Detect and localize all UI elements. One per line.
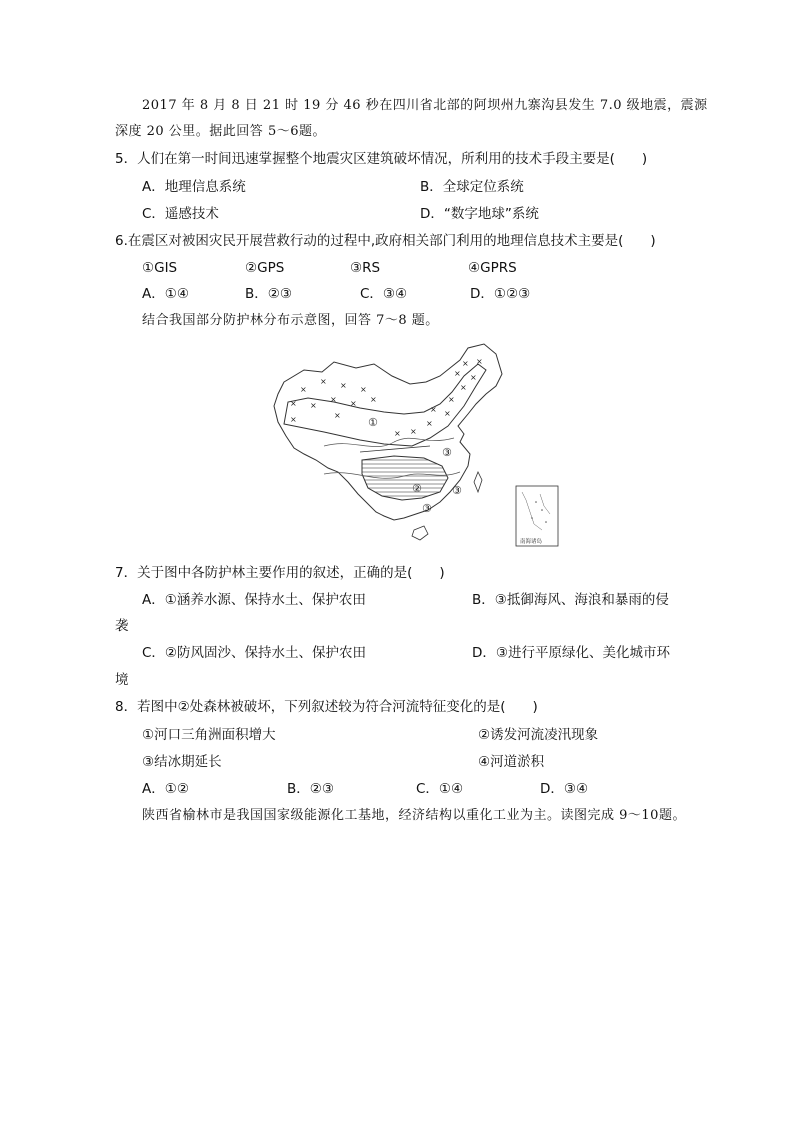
svg-text:×: × [310,401,317,410]
q7-option-b-cont: 袭 [115,618,129,634]
q6-option-b: B．②③ [245,286,292,302]
svg-text:×: × [290,415,297,424]
map-label-3b: ③ [452,484,462,497]
q8-stem: 8．若图中②处森林被破坏，下列叙述较为符合河流特征变化的是( ) [115,699,538,715]
south-china-sea-inset [516,486,558,546]
q7-option-d: D．③进行平原绿化、美化城市环 [472,645,670,661]
svg-text:×: × [470,373,477,382]
taiwan-island [474,472,482,492]
intro-q9-10: 陕西省榆林市是我国国家级能源化工基地，经济结构以重化工业为主。读图完成 9～10题。 [142,808,686,823]
q8-item-2: ②诱发河流凌汛现象 [478,727,599,743]
svg-text:×: × [476,357,483,366]
map-label-2: ② [412,482,422,495]
svg-text:×: × [462,359,469,368]
q7-option-d-cont: 境 [115,672,129,688]
map-label-3a: ③ [442,446,452,459]
svg-text:×: × [350,399,357,408]
svg-text:×: × [334,411,341,420]
q6-item-4: ④GPRS [468,260,517,276]
svg-text:×: × [300,385,307,394]
svg-text:×: × [360,385,367,394]
q6-item-2: ②GPS [245,260,285,276]
hainan-island [412,526,428,540]
q8-item-1: ①河口三角洲面积增大 [142,727,276,743]
svg-text:×: × [430,405,437,414]
q7-option-b: B．③抵御海风、海浪和暴雨的侵 [472,592,669,608]
svg-text:×: × [370,395,377,404]
q6-option-d: D．①②③ [470,286,531,302]
q8-option-a: A．①② [142,781,189,797]
q7-option-a: A．①涵养水源、保持水土、保护农田 [142,592,366,608]
q5-option-c: C．遥感技术 [142,206,219,222]
svg-text:×: × [426,419,433,428]
svg-text:×: × [410,427,417,436]
q6-option-c: C．③④ [360,286,408,302]
q5-option-b: B．全球定位系统 [420,179,524,195]
svg-text:×: × [448,395,455,404]
svg-text:×: × [290,399,297,408]
inset-caption: 南海诸岛 [520,539,543,545]
svg-text:×: × [460,383,467,392]
q6-option-a: A．①④ [142,286,189,302]
q5-option-a: A．地理信息系统 [142,179,246,195]
q8-item-4: ④河道淤积 [478,754,545,770]
q6-stem: 6.在震区对被困灾民开展营救行动的过程中,政府相关部门利用的地理信息技术主要是( ) [115,233,656,249]
svg-text:×: × [320,377,327,386]
intro-line-1: 2017 年 8 月 8 日 21 时 19 分 46 秒在四川省北部的阿坝州九寨沟县发生 7.0 级地震，震源 [142,98,708,113]
q8-option-c: C．①④ [416,781,464,797]
intro-line-2: 深度 20 公里。据此回答 5～6题。 [115,124,326,139]
q7-option-c: C．②防风固沙、保持水土、保护农田 [142,645,367,661]
svg-text:×: × [454,369,461,378]
q7-stem: 7．关于图中各防护林主要作用的叙述，正确的是( ) [115,565,445,581]
svg-text:×: × [330,395,337,404]
q5-option-d: D．“数字地球”系统 [420,206,539,222]
q6-item-1: ①GIS [142,260,178,276]
region-2-hatched [362,456,448,500]
intro-map: 结合我国部分防护林分布示意图，回答 7～8 题。 [142,313,439,328]
q8-option-b: B．②③ [287,781,334,797]
shelterbelt-x-marks [290,357,483,438]
q8-item-3: ③结冰期延长 [142,754,222,770]
svg-text:×: × [444,409,451,418]
q8-option-d: D．③④ [540,781,589,797]
china-shelterbelt-map [264,342,564,550]
q5-stem: 5．人们在第一时间迅速掌握整个地震灾区建筑破坏情况，所利用的技术手段主要是( ) [115,151,648,167]
svg-text:×: × [394,429,401,438]
svg-text:×: × [340,381,347,390]
river-huanghe [324,438,454,447]
q6-item-3: ③RS [350,260,381,276]
map-label-3c: ③ [422,502,432,515]
map-label-1: ① [368,416,378,429]
